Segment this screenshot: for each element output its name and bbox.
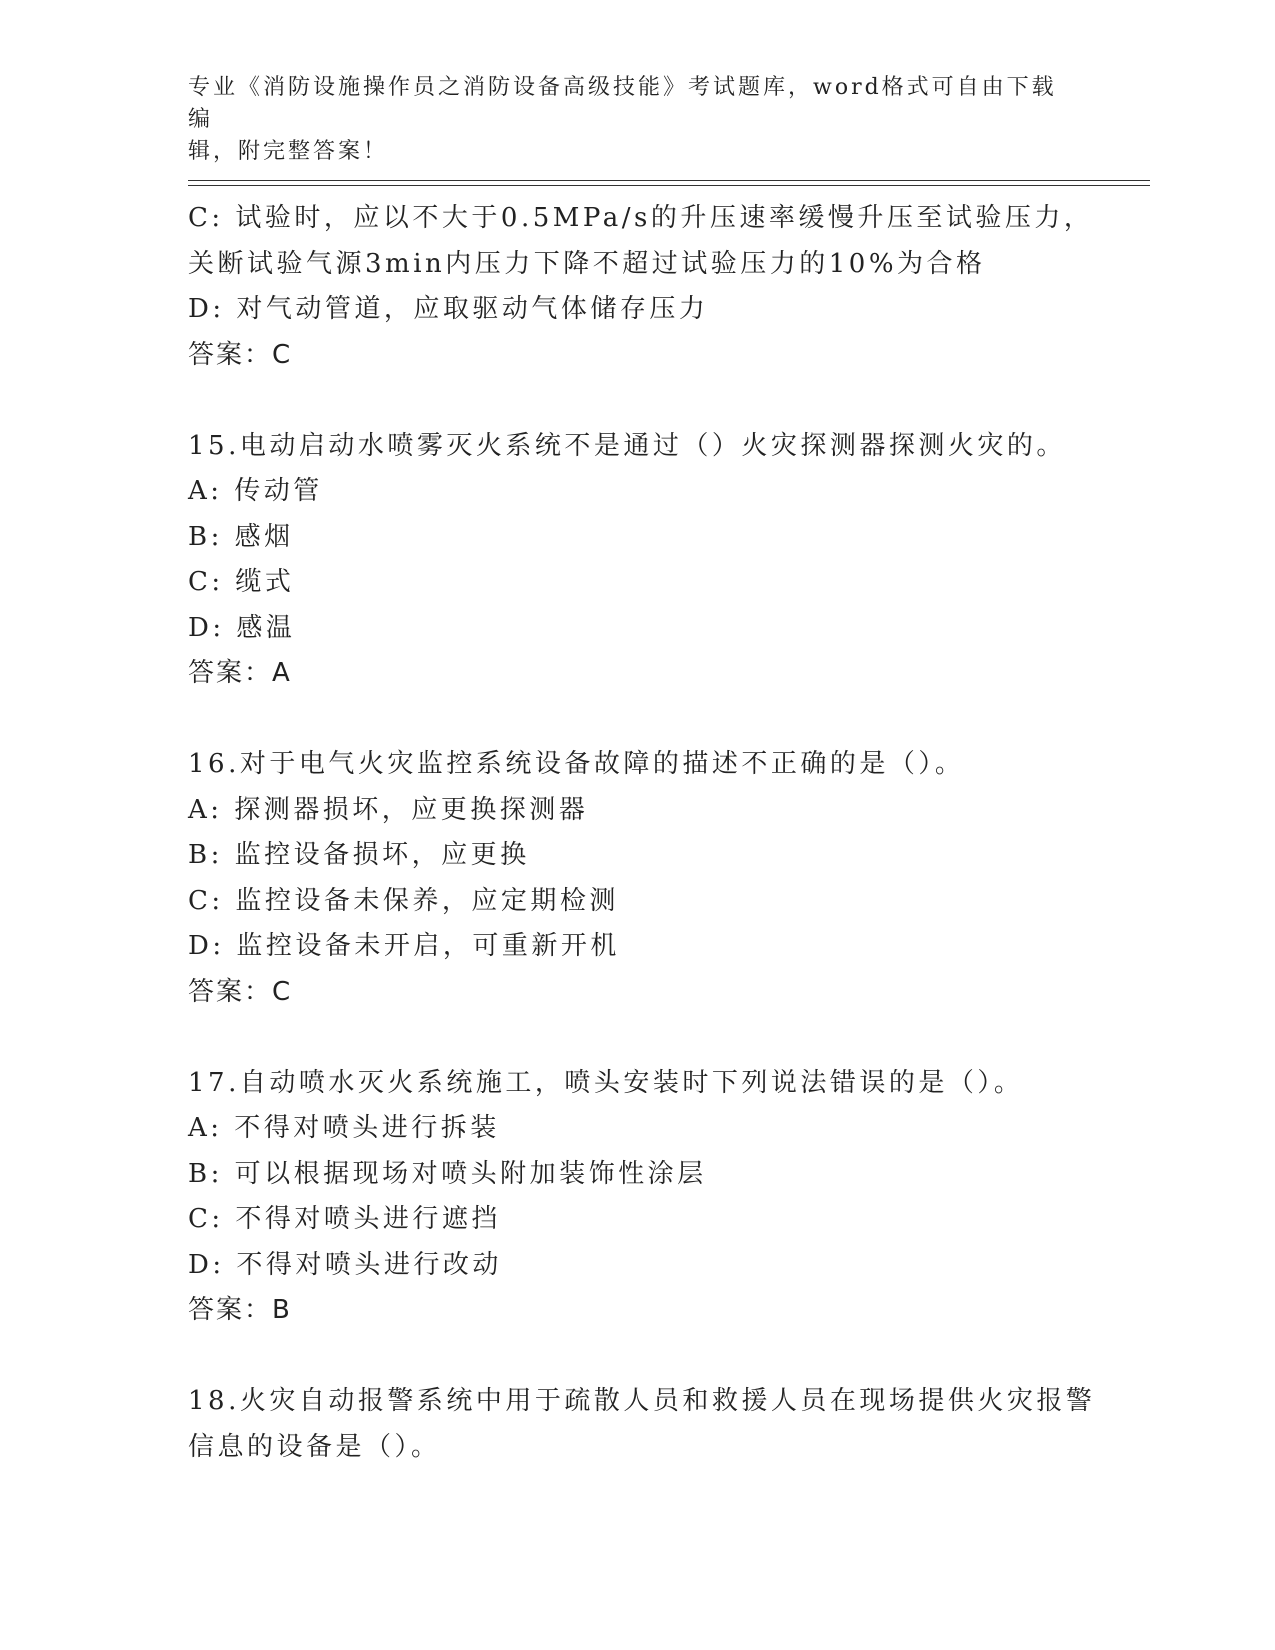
question-stem-line-1: 18.火灾自动报警系统中用于疏散人员和救援人员在现场提供火灾报警 [188, 1386, 1096, 1416]
option-a: A: 不得对喷头进行拆装 [188, 1113, 500, 1143]
header-line-1: 专业《消防设施操作员之消防设备高级技能》考试题库，word格式可自由下载编 [188, 75, 1057, 132]
option-c-line-1: C: 试验时，应以不大于0.5MPa/s的升压速率缓慢升压至试验压力， [188, 203, 1094, 233]
option-d: D: 不得对喷头进行改动 [188, 1249, 502, 1280]
question-stem: 17.自动喷水灭火系统施工，喷头安装时下列说法错误的是（）。 [188, 1067, 1024, 1098]
question-block-18 [188, 1379, 1096, 1470]
header-divider-top [188, 180, 1150, 181]
option-b: B: 可以根据现场对喷头附加装饰性涂层 [188, 1158, 707, 1189]
document-header [188, 72, 1068, 168]
option-a: A: 传动管 [188, 476, 323, 506]
question-stem: 16.对于电气火灾监控系统设备故障的描述不正确的是（）。 [188, 749, 965, 779]
question-stem: 15.电动启动水喷雾灭火系统不是通过（）火灾探测器探测火灾的。 [188, 430, 1066, 461]
header-divider-bottom [188, 185, 1150, 186]
header-line-2: 辑，附完整答案！ [188, 139, 389, 164]
question-stem-line-2: 信息的设备是（）。 [188, 1431, 441, 1462]
option-c: C: 缆式 [188, 567, 295, 597]
answer-line: 答案：C [188, 976, 293, 1007]
answer-line: 答案：C [188, 339, 293, 370]
option-d: D: 对气动管道，应取驱动气体储存压力 [188, 294, 709, 324]
option-c: C: 不得对喷头进行遮挡 [188, 1204, 501, 1234]
option-a: A: 探测器损坏，应更换探测器 [188, 794, 589, 825]
option-c: C: 监控设备未保养，应定期检测 [188, 885, 619, 916]
question-block-17 [188, 1061, 1088, 1334]
question-block-prev [188, 196, 1094, 378]
answer-line: 答案：B [188, 1295, 292, 1325]
question-list [188, 196, 1096, 1470]
option-c-line-2: 关断试验气源3min内压力下降不超过试验压力的10%为合格 [188, 248, 986, 279]
question-block-16 [188, 742, 1088, 1015]
option-d: D: 感温 [188, 612, 296, 643]
answer-line: 答案：A [188, 658, 292, 688]
option-b: B: 监控设备损坏，应更换 [188, 840, 530, 870]
question-block-15 [188, 424, 1088, 697]
option-b: B: 感烟 [188, 521, 294, 552]
option-d: D: 监控设备未开启，可重新开机 [188, 931, 620, 961]
